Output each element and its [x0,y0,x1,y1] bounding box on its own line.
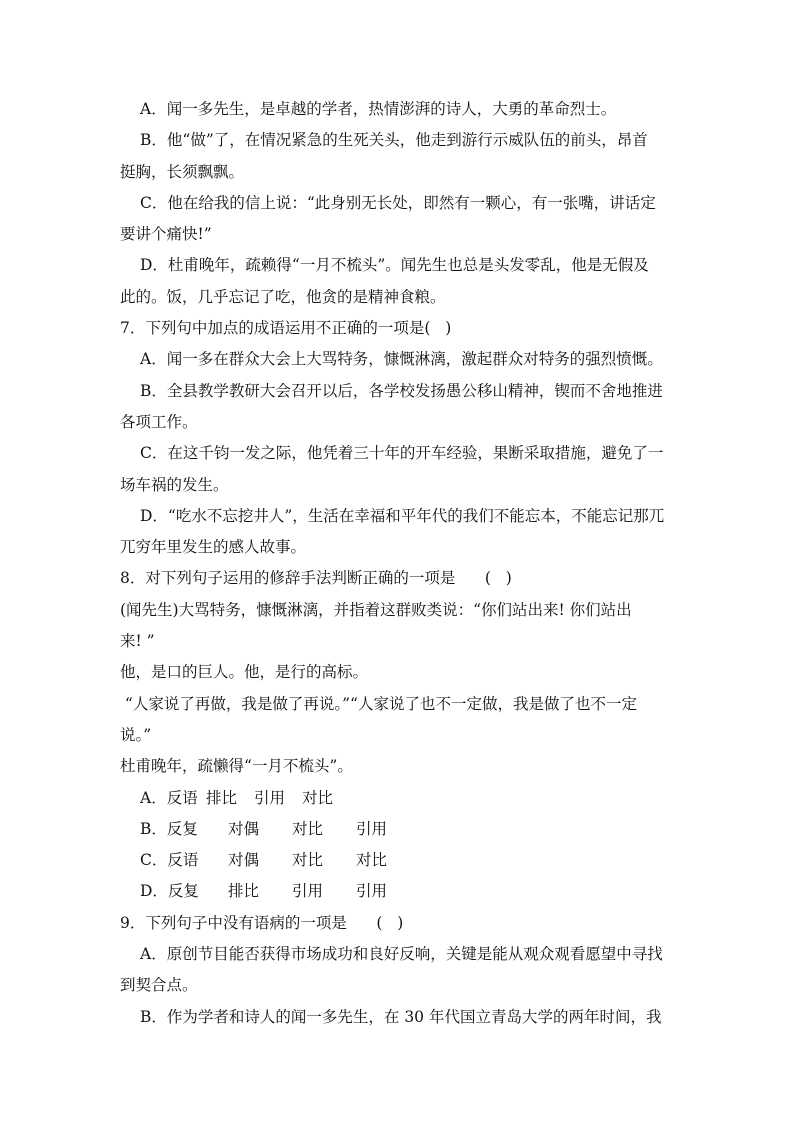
q8-option-d-col4: 引用 [356,882,388,901]
q8-option-d-col1: D．反复 [140,882,199,901]
q8-option-a-col4: 对比 [302,788,334,807]
q8-option-b [120,814,676,845]
q7-stem: 7．下列句中加点的成语运用不正确的一项是( ) [120,319,452,338]
q8-option-c-col1: C．反语 [140,851,199,870]
q8-option-a [120,783,676,814]
q9-option-a-line2: 到契合点。 [120,976,198,995]
q8-sentence-1-line1: (闻先生)大骂特务，慷慨淋漓，并指着这群败类说：“你们站出来! 你们站出 [120,600,632,619]
q8-option-b-col4: 引用 [356,819,388,838]
q8-option-b-col2: 对偶 [228,819,260,838]
q8-option-c-col3: 对比 [292,851,324,870]
q8-option-b-col1: B．反复 [140,819,198,838]
q6-option-c-line2: 要讲个痛快!” [120,225,212,244]
q8-sentence-2: 他，是口的巨人。他，是行的高标。 [120,663,369,682]
q8-option-a-col1: A．反语 [140,788,198,807]
q6-option-b-line2: 挺胸，长须飘飘。 [120,162,245,181]
document-content [120,94,676,1033]
q9-stem: 9．下列句子中没有语病的一项是 ( ) [120,913,404,932]
q8-stem: 8．对下列句子运用的修辞手法判断正确的一项是 ( ) [120,569,512,588]
q7-option-b-line2: 各项工作。 [120,412,198,431]
q8-option-a-col2: 排比 [206,788,238,807]
q6-option-d-line1: D．杜甫晚年，疏赖得“一月不梳头”。闻先生也总是头发零乱，他是无假及 [140,256,649,275]
q9-option-b-line1: B．作为学者和诗人的闻一多先生，在 30 年代国立青岛大学的两年时间，我 [140,1007,662,1026]
q9-option-a-line1: A．原创节目能否获得市场成功和良好反响，关键是能从观众观看愿望中寻找 [140,945,663,964]
q6-option-a: A．闻一多先生，是卓越的学者，热情澎湃的诗人，大勇的革命烈士。 [140,100,617,118]
q7-option-b-line1: B．全县教学教研大会召开以后，各学校发扬愚公移山精神，锲而不舍地推进 [140,381,663,400]
q7-option-a: A．闻一多在群众大会上大骂特务，慷慨淋漓，激起群众对特务的强烈愤慨。 [140,350,663,369]
q8-option-c-col2: 对偶 [228,851,260,870]
q8-option-d-col3: 引用 [292,882,324,901]
q7-option-d-line2: 兀穷年里发生的感人故事。 [120,538,307,557]
q8-option-d-col2: 排比 [228,882,260,901]
q6-option-b-line1: B．他“做”了，在情况紧急的生死关头，他走到游行示威队伍的前头，昂首 [140,131,648,150]
q8-option-a-col3: 引用 [254,788,286,807]
q8-option-c-col4: 对比 [356,851,388,870]
q6-option-c-line1: C．他在给我的信上说：“此身别无长处，即然有一颗心，有一张嘴，讲话定 [140,193,656,212]
q8-sentence-3-line1: “人家说了再做，我是做了再说。”“人家说了也不一定做，我是做了也不一定 [120,694,637,713]
q8-sentence-4: 杜甫晚年，疏懒得“一月不梳头”。 [120,757,353,776]
q8-sentence-1-line2: 来! ” [120,632,155,651]
q6-option-d-line2: 此的。饭，几乎忘记了吃，他贪的是精神食粮。 [120,287,446,306]
q8-option-d [120,876,676,907]
q8-option-c [120,845,676,876]
q8-sentence-3-line2: 说。” [120,725,152,744]
q8-option-b-col3: 对比 [292,819,324,838]
q7-option-c-line1: C．在这千钧一发之际，他凭着三十年的开车经验，果断采取措施，避免了一 [140,444,664,463]
q7-option-c-line2: 场车祸的发生。 [120,475,229,494]
q7-option-d-line1: D．“吃水不忘挖井人”，生活在幸福和平年代的我们不能忘本，不能忘记那兀 [140,506,665,525]
